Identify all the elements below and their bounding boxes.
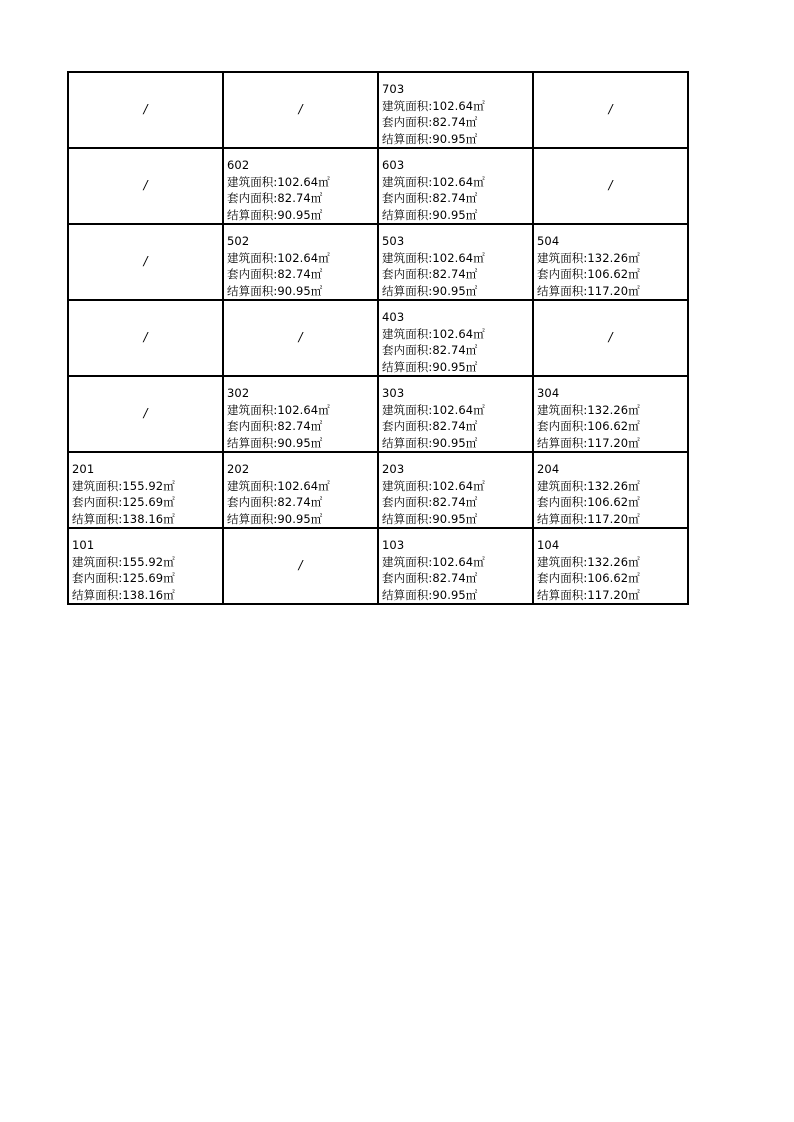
settlement-area: 结算面积:90.95㎡ xyxy=(227,435,323,450)
inner-area: 套内面积:82.74㎡ xyxy=(382,343,478,357)
unit-number: 502 xyxy=(227,234,250,248)
unit-info xyxy=(379,301,532,375)
settlement-area: 结算面积:90.95㎡ xyxy=(382,283,478,298)
building-area: 建筑面积:102.64㎡ xyxy=(227,478,330,493)
unit-cell xyxy=(378,452,533,528)
floor-row xyxy=(68,300,688,376)
settlement-area: 结算面积:90.95㎡ xyxy=(382,131,478,146)
settlement-area: 结算面积:117.20㎡ xyxy=(537,511,640,526)
building-area: 建筑面积:102.64㎡ xyxy=(227,250,330,265)
empty-unit-cell xyxy=(68,376,223,452)
unit-cell xyxy=(68,528,223,604)
floor-row xyxy=(68,224,688,300)
unit-info xyxy=(224,149,377,223)
unit-cell xyxy=(378,376,533,452)
empty-mark: / xyxy=(608,177,613,192)
unit-area-table-body xyxy=(68,72,688,604)
unit-cell xyxy=(223,148,378,224)
inner-area: 套内面积:106.62㎡ xyxy=(537,495,640,509)
unit-number: 101 xyxy=(72,538,95,552)
floor-row xyxy=(68,452,688,528)
building-area: 建筑面积:155.92㎡ xyxy=(72,478,175,493)
floor-row xyxy=(68,528,688,604)
settlement-area: 结算面积:117.20㎡ xyxy=(537,283,640,298)
empty-mark: / xyxy=(143,329,148,344)
unit-number: 204 xyxy=(537,462,560,476)
unit-info xyxy=(379,225,532,299)
inner-area: 套内面积:106.62㎡ xyxy=(537,267,640,281)
settlement-area: 结算面积:117.20㎡ xyxy=(537,587,640,602)
settlement-area: 结算面积:90.95㎡ xyxy=(227,207,323,222)
settlement-area: 结算面积:138.16㎡ xyxy=(72,587,175,602)
unit-cell xyxy=(533,528,688,604)
unit-info xyxy=(379,149,532,223)
empty-unit-cell xyxy=(223,72,378,148)
unit-cell xyxy=(533,224,688,300)
unit-cell xyxy=(533,452,688,528)
unit-info xyxy=(379,453,532,527)
settlement-area: 结算面积:117.20㎡ xyxy=(537,435,640,450)
inner-area: 套内面积:106.62㎡ xyxy=(537,571,640,585)
building-area: 建筑面积:132.26㎡ xyxy=(537,554,640,569)
settlement-area: 结算面积:90.95㎡ xyxy=(382,435,478,450)
empty-unit-cell xyxy=(68,72,223,148)
empty-unit-cell xyxy=(533,72,688,148)
empty-mark: / xyxy=(298,557,303,572)
unit-info xyxy=(224,225,377,299)
inner-area: 套内面积:82.74㎡ xyxy=(382,115,478,129)
inner-area: 套内面积:82.74㎡ xyxy=(382,419,478,433)
inner-area: 套内面积:82.74㎡ xyxy=(382,267,478,281)
empty-mark: / xyxy=(143,177,148,192)
unit-info xyxy=(534,529,687,603)
unit-cell xyxy=(378,224,533,300)
inner-area: 套内面积:82.74㎡ xyxy=(227,495,323,509)
unit-number: 203 xyxy=(382,462,405,476)
inner-area: 套内面积:82.74㎡ xyxy=(227,419,323,433)
unit-info xyxy=(534,377,687,451)
unit-number: 603 xyxy=(382,158,405,172)
empty-mark: / xyxy=(608,101,613,116)
unit-info xyxy=(379,377,532,451)
unit-cell xyxy=(68,452,223,528)
building-area: 建筑面积:102.64㎡ xyxy=(227,402,330,417)
inner-area: 套内面积:125.69㎡ xyxy=(72,495,175,509)
unit-number: 304 xyxy=(537,386,560,400)
unit-cell xyxy=(223,452,378,528)
building-area: 建筑面积:132.26㎡ xyxy=(537,402,640,417)
unit-number: 104 xyxy=(537,538,560,552)
inner-area: 套内面积:106.62㎡ xyxy=(537,419,640,433)
inner-area: 套内面积:82.74㎡ xyxy=(382,571,478,585)
unit-info xyxy=(224,377,377,451)
empty-mark: / xyxy=(608,329,613,344)
inner-area: 套内面积:82.74㎡ xyxy=(382,191,478,205)
unit-cell xyxy=(223,224,378,300)
empty-unit-cell xyxy=(68,300,223,376)
building-area: 建筑面积:102.64㎡ xyxy=(382,326,485,341)
settlement-area: 结算面积:90.95㎡ xyxy=(382,511,478,526)
unit-info xyxy=(224,453,377,527)
unit-cell xyxy=(378,528,533,604)
building-area: 建筑面积:132.26㎡ xyxy=(537,250,640,265)
unit-info xyxy=(69,453,222,527)
unit-number: 602 xyxy=(227,158,250,172)
unit-cell xyxy=(533,376,688,452)
settlement-area: 结算面积:90.95㎡ xyxy=(382,359,478,374)
building-area: 建筑面积:102.64㎡ xyxy=(382,250,485,265)
building-area: 建筑面积:102.64㎡ xyxy=(382,554,485,569)
unit-info xyxy=(69,529,222,603)
unit-number: 703 xyxy=(382,82,405,96)
unit-cell xyxy=(378,300,533,376)
settlement-area: 结算面积:90.95㎡ xyxy=(382,587,478,602)
settlement-area: 结算面积:90.95㎡ xyxy=(382,207,478,222)
empty-unit-cell xyxy=(68,224,223,300)
floor-row xyxy=(68,148,688,224)
unit-number: 202 xyxy=(227,462,250,476)
unit-number: 302 xyxy=(227,386,250,400)
building-area: 建筑面积:102.64㎡ xyxy=(382,174,485,189)
empty-unit-cell xyxy=(223,528,378,604)
empty-mark: / xyxy=(298,329,303,344)
unit-number: 303 xyxy=(382,386,405,400)
inner-area: 套内面积:82.74㎡ xyxy=(227,191,323,205)
unit-number: 504 xyxy=(537,234,560,248)
settlement-area: 结算面积:138.16㎡ xyxy=(72,511,175,526)
building-area: 建筑面积:102.64㎡ xyxy=(227,174,330,189)
unit-area-table xyxy=(67,71,689,605)
empty-unit-cell xyxy=(68,148,223,224)
unit-info xyxy=(379,529,532,603)
empty-mark: / xyxy=(143,253,148,268)
unit-info xyxy=(534,225,687,299)
empty-unit-cell xyxy=(533,148,688,224)
empty-mark: / xyxy=(143,405,148,420)
unit-number: 103 xyxy=(382,538,405,552)
building-area: 建筑面积:102.64㎡ xyxy=(382,98,485,113)
unit-info xyxy=(534,453,687,527)
settlement-area: 结算面积:90.95㎡ xyxy=(227,283,323,298)
empty-unit-cell xyxy=(533,300,688,376)
unit-number: 403 xyxy=(382,310,405,324)
inner-area: 套内面积:125.69㎡ xyxy=(72,571,175,585)
building-area: 建筑面积:102.64㎡ xyxy=(382,478,485,493)
unit-number: 201 xyxy=(72,462,95,476)
building-area: 建筑面积:132.26㎡ xyxy=(537,478,640,493)
unit-cell xyxy=(223,376,378,452)
unit-cell xyxy=(378,72,533,148)
inner-area: 套内面积:82.74㎡ xyxy=(382,495,478,509)
empty-mark: / xyxy=(143,101,148,116)
settlement-area: 结算面积:90.95㎡ xyxy=(227,511,323,526)
building-area: 建筑面积:102.64㎡ xyxy=(382,402,485,417)
unit-number: 503 xyxy=(382,234,405,248)
empty-mark: / xyxy=(298,101,303,116)
floor-row xyxy=(68,72,688,148)
unit-info xyxy=(379,73,532,147)
inner-area: 套内面积:82.74㎡ xyxy=(227,267,323,281)
floor-row xyxy=(68,376,688,452)
empty-unit-cell xyxy=(223,300,378,376)
building-area: 建筑面积:155.92㎡ xyxy=(72,554,175,569)
unit-cell xyxy=(378,148,533,224)
